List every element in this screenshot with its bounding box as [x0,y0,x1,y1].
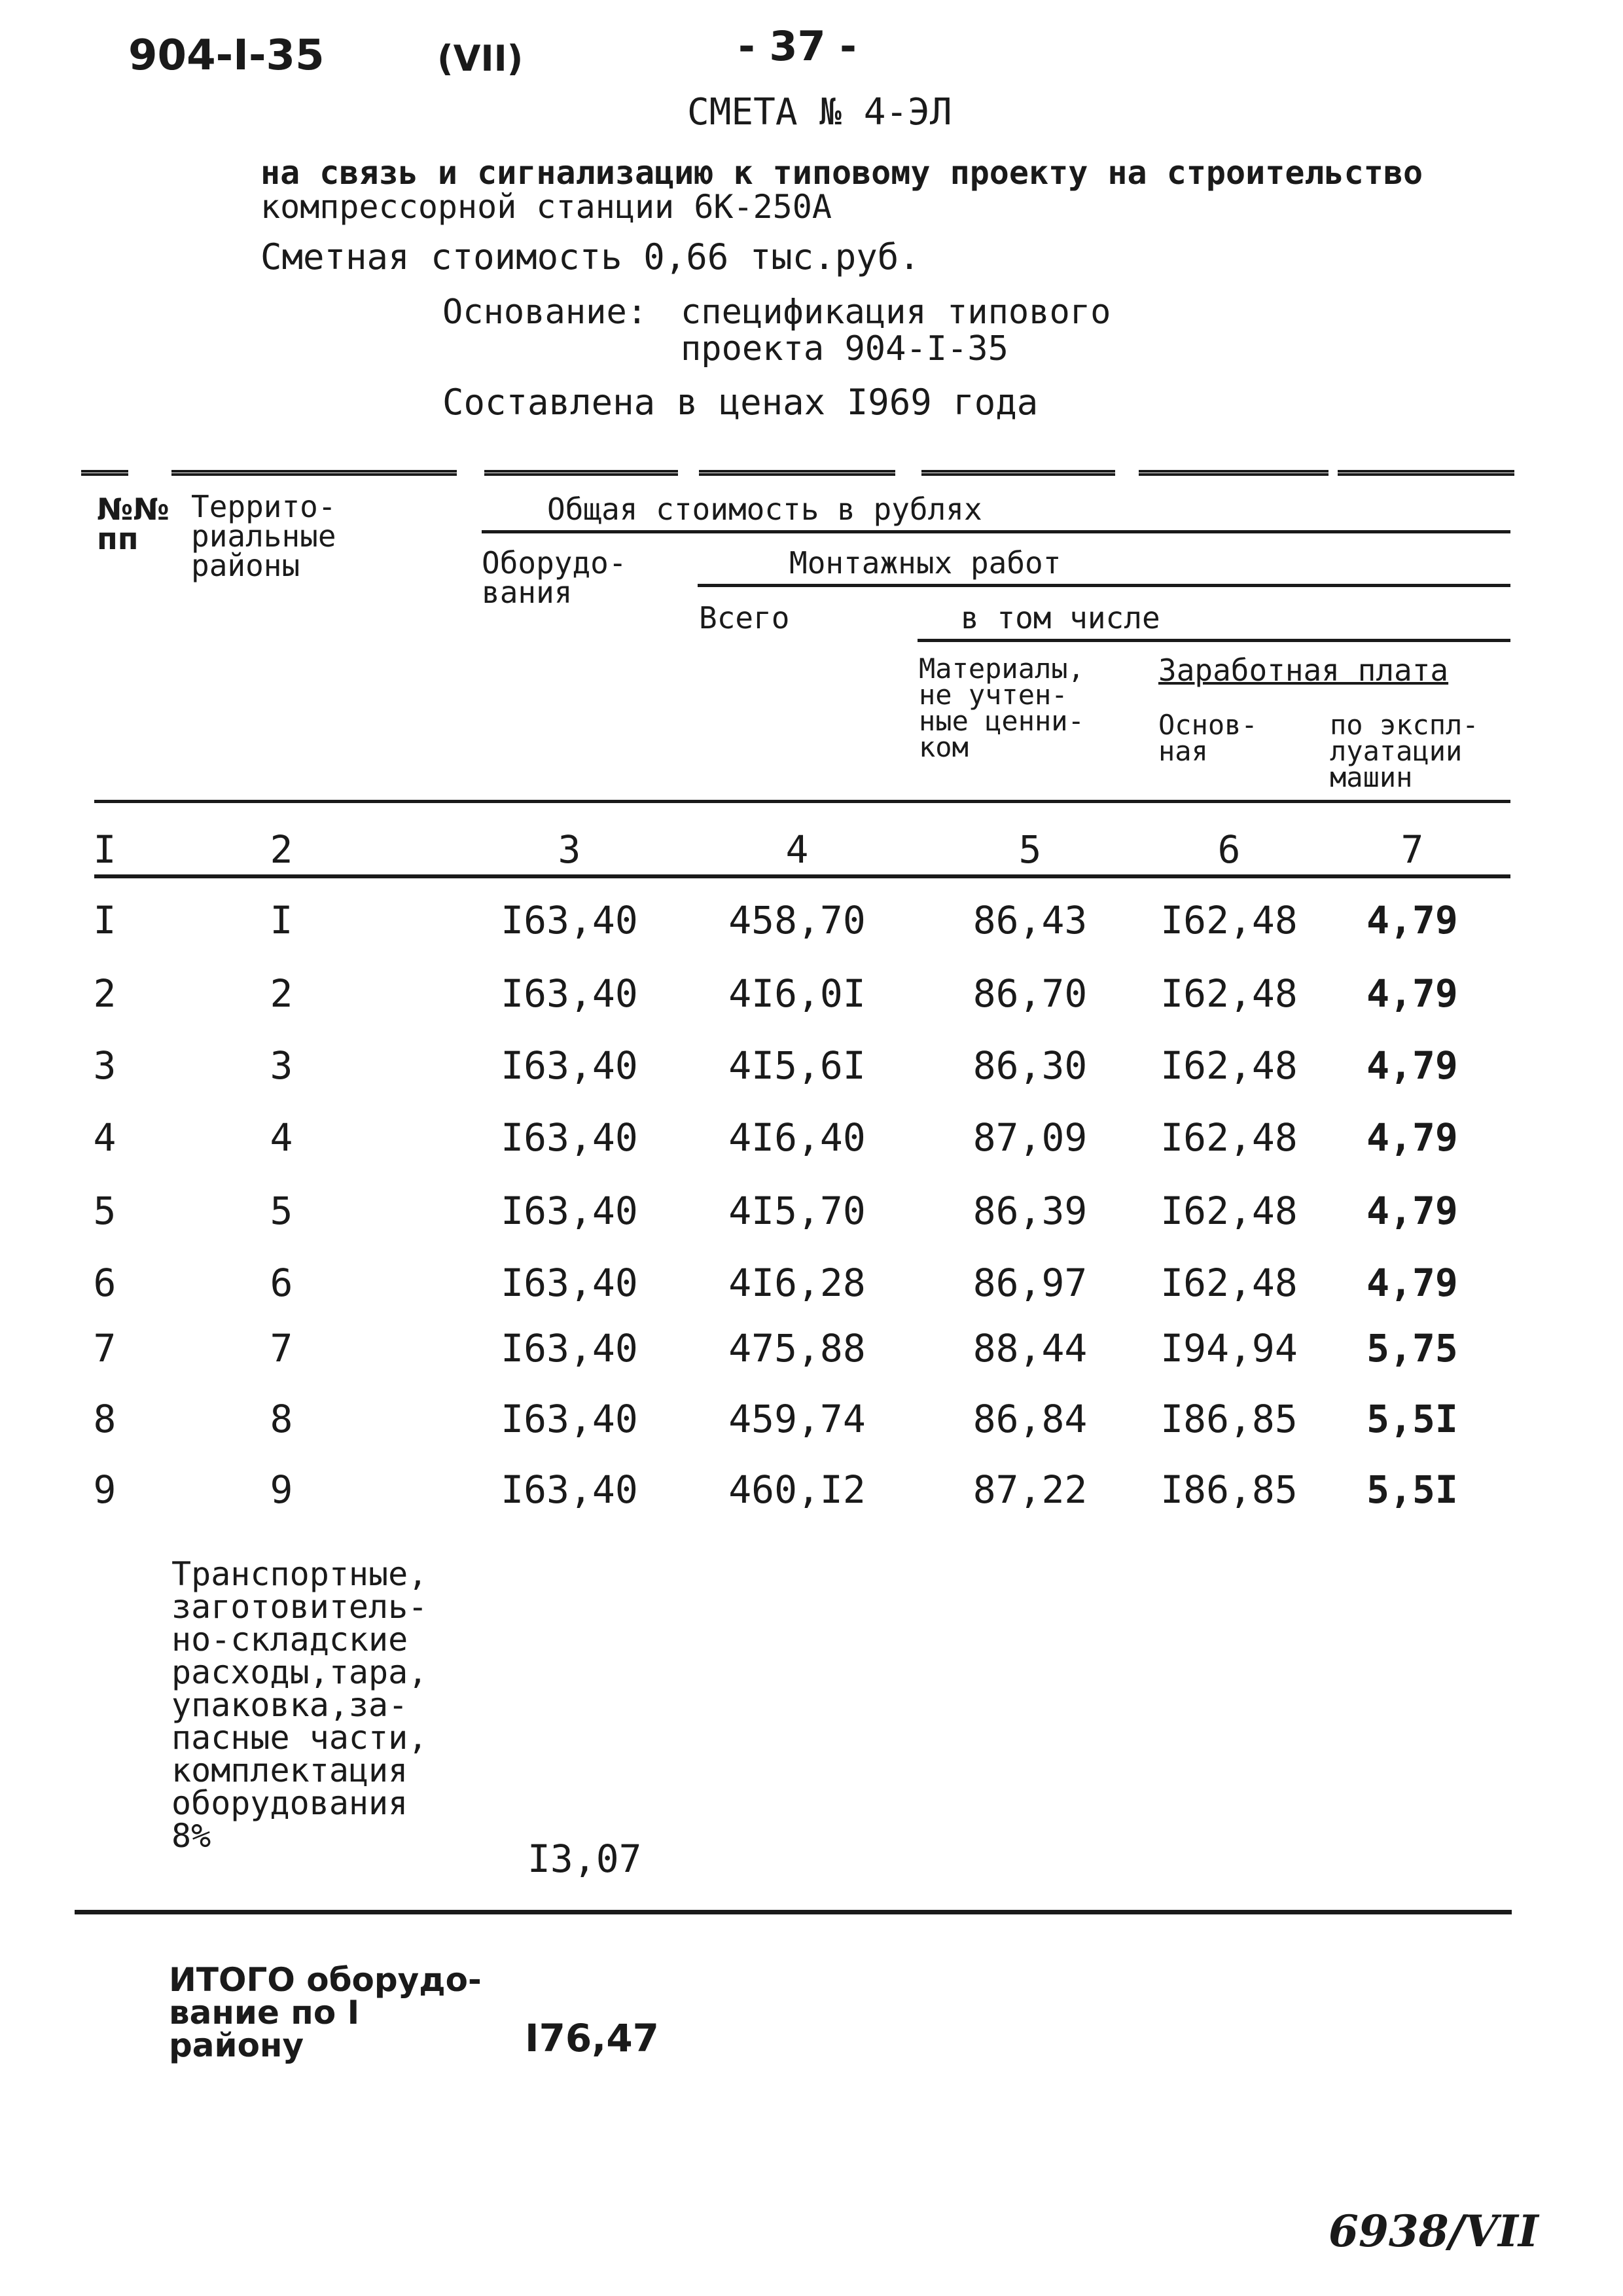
row-wages-main: I86,85 [1160,1397,1298,1441]
table-top-border [1139,470,1329,476]
row-materials: 86,70 [972,971,1088,1016]
row-total: 4I6,0I [728,971,866,1016]
row-materials: 86,97 [972,1261,1088,1305]
row-region: 9 [270,1467,293,1512]
row-wages-main: I86,85 [1160,1467,1298,1512]
row-region: 4 [270,1115,293,1160]
row-num: 5 [93,1189,116,1233]
row-num: 6 [93,1261,116,1305]
row-materials: 86,84 [972,1397,1088,1441]
estimate-subtitle-line2: компрессорной станции 6К-250А [260,188,832,226]
table-top-border [81,470,128,476]
row-equipment: I63,40 [501,898,638,942]
basis-line1: спецификация типового [681,293,1111,332]
row-region: 2 [270,971,293,1016]
row-total: 4I6,40 [728,1115,866,1160]
row-num: 3 [93,1043,116,1088]
total-value: I76,47 [525,2016,660,2060]
col-header-wages-machines: по экспл- луатации машин [1330,709,1479,793]
column-number: 5 [1018,827,1042,872]
basis-label: Основание: [442,293,648,332]
transport-value: I3,07 [527,1837,642,1881]
row-materials: 87,09 [972,1115,1088,1160]
estimate-subtitle-line1: на связь и сигнализацию к типовому проекту на строительство [260,154,1423,192]
document-code: 904-I-35 [128,31,325,80]
row-num: 2 [93,971,116,1016]
table-top-border [699,470,895,476]
row-wages-main: I62,48 [1160,1189,1298,1233]
volume-mark: (VII) [437,38,524,79]
column-number: 6 [1217,827,1241,872]
row-num: I [93,898,116,942]
row-num: 8 [93,1397,116,1441]
row-num: 9 [93,1467,116,1512]
page-number: - 37 - [738,22,857,70]
table-bottom-rule [75,1910,1512,1914]
col-header-equipment: Оборудо- вания [482,545,627,611]
row-wages-main: I62,48 [1160,971,1298,1016]
row-equipment: I63,40 [501,1326,638,1371]
row-region: 8 [270,1397,293,1441]
column-number: 2 [270,827,293,872]
row-materials: 86,30 [972,1043,1088,1088]
row-materials: 88,44 [972,1326,1088,1371]
row-equipment: I63,40 [501,1189,638,1233]
table-top-border [171,470,457,476]
row-region: 6 [270,1261,293,1305]
row-equipment: I63,40 [501,1397,638,1441]
row-equipment: I63,40 [501,1467,638,1512]
row-total: 4I5,70 [728,1189,866,1233]
col-header-materials: Материалы, не учтен- ные ценни- ком [919,653,1084,763]
row-region: I [270,898,293,942]
row-wages-machines: 4,79 [1366,1043,1458,1088]
row-equipment: I63,40 [501,1043,638,1088]
estimate-cost: Сметная стоимость 0,66 тыс.руб. [260,236,920,278]
row-wages-main: I62,48 [1160,1043,1298,1088]
row-wages-machines: 4,79 [1366,1115,1458,1160]
row-wages-main: I62,48 [1160,898,1298,942]
column-number-rule [94,874,1510,878]
row-materials: 86,39 [972,1189,1088,1233]
row-wages-machines: 5,75 [1366,1326,1458,1371]
row-region: 5 [270,1189,293,1233]
row-materials: 87,22 [972,1467,1088,1512]
col-header-total-cost: Общая стоимость в рублях [547,492,982,527]
column-number: 3 [558,827,581,872]
column-number: 7 [1400,827,1424,872]
row-equipment: I63,40 [501,1115,638,1160]
row-total: 460,I2 [728,1467,866,1512]
total-label: ИТОГО оборудо- вание по I району [169,1961,482,2064]
column-number: 4 [785,827,809,872]
header-rule [698,584,1510,587]
row-wages-main: I94,94 [1160,1326,1298,1371]
row-wages-machines: 5,5I [1366,1467,1458,1512]
row-wages-machines: 4,79 [1366,1189,1458,1233]
row-total: 475,88 [728,1326,866,1371]
row-total: 459,74 [728,1397,866,1441]
row-wages-machines: 5,5I [1366,1397,1458,1441]
prices-basis: Составлена в ценах I969 года [442,382,1039,423]
row-total: 4I5,6I [728,1043,866,1088]
col-header-installation: Монтажных работ [789,545,1061,581]
row-equipment: I63,40 [501,971,638,1016]
col-header-region: Террито- риальные районы [191,489,336,584]
row-total: 458,70 [728,898,866,942]
row-wages-machines: 4,79 [1366,898,1458,942]
row-region: 3 [270,1043,293,1088]
row-wages-machines: 4,79 [1366,1261,1458,1305]
transport-note: Транспортные, заготовитель- но-складские расходы,тара, упаковка,за- пасные части, комплектация оборудования 8% [171,1555,428,1855]
basis-line2: проекта 904-I-35 [681,329,1008,368]
row-num: 7 [93,1326,116,1371]
row-wages-main: I62,48 [1160,1261,1298,1305]
col-header-wages-main: Основ- ная [1158,709,1258,767]
row-materials: 86,43 [972,898,1088,942]
col-header-including: в том числе [961,600,1160,636]
header-bottom-rule [94,800,1510,803]
handwritten-mark: 6938/VII [1329,2206,1539,2257]
estimate-title: СМЕТА № 4-ЭЛ [687,91,952,134]
row-wages-main: I62,48 [1160,1115,1298,1160]
col-header-all: Всего [699,600,790,636]
col-header-num: №№ пп [97,492,169,557]
column-number: I [93,827,116,872]
row-wages-machines: 4,79 [1366,971,1458,1016]
row-equipment: I63,40 [501,1261,638,1305]
col-header-wages: Заработная плата [1158,653,1449,688]
row-region: 7 [270,1326,293,1371]
row-num: 4 [93,1115,116,1160]
table-top-border [1338,470,1514,476]
header-rule [918,639,1510,642]
table-top-border [921,470,1115,476]
header-rule [482,530,1510,533]
row-total: 4I6,28 [728,1261,866,1305]
table-top-border [484,470,678,476]
